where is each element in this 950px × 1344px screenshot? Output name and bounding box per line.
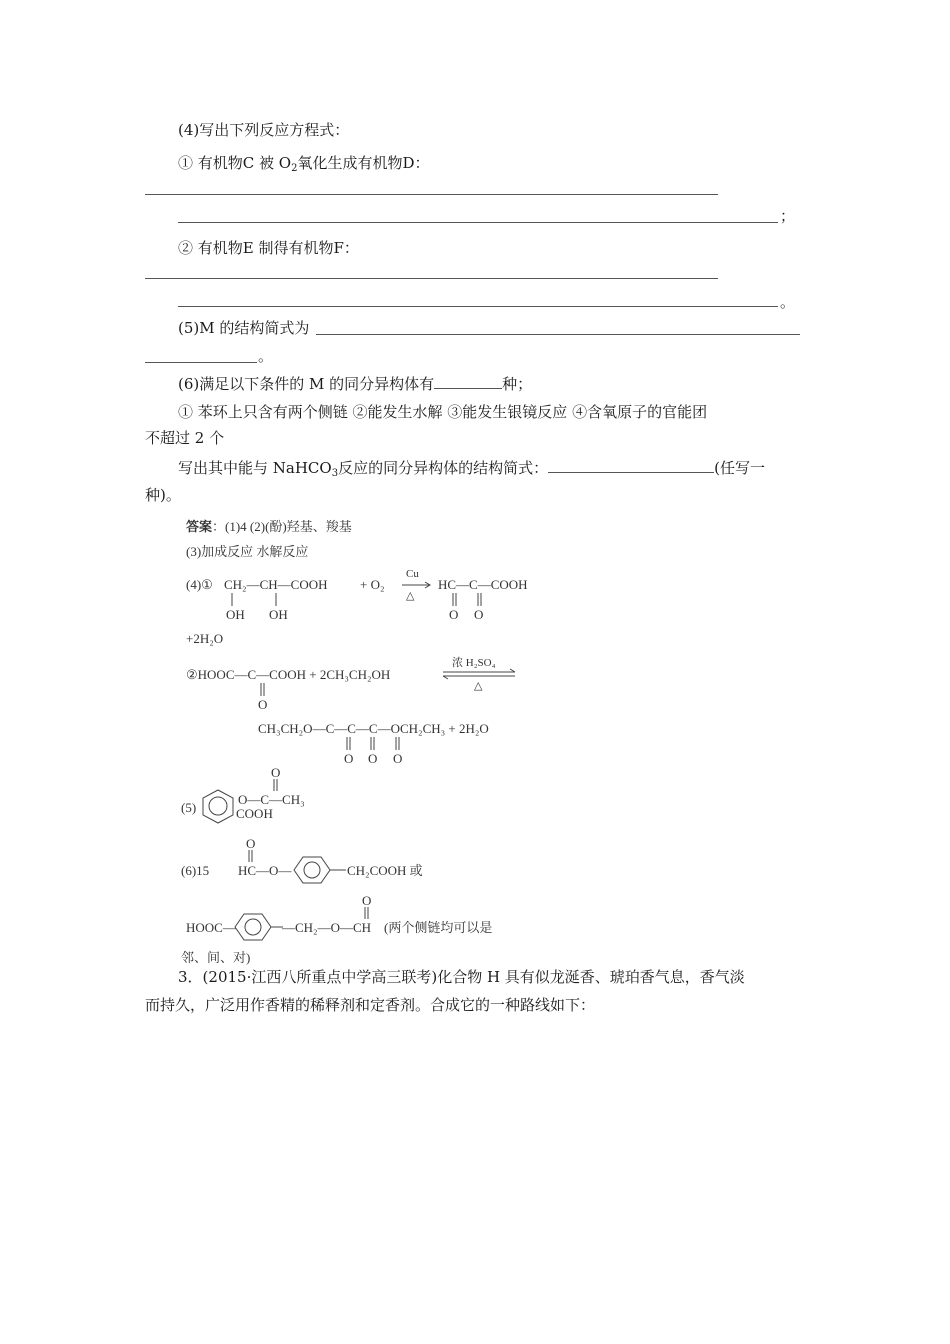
ans6-o2: O [362,893,372,908]
q6-conditions-cont: 不超过 2 个 [145,429,225,447]
q4-item1: ① 有机物C 被 $O_2$氧化生成有机物D： [178,154,430,174]
eq1-reactant: CH₂—CH—COOH [224,577,328,592]
ans6-prefix: (6)15 [181,863,210,878]
period: 。 [258,347,274,365]
ans6-hc: HC—O— [238,863,292,878]
eq2-o3: O [393,751,403,766]
eq2-catalyst: 浓 H₂SO₄ [452,657,496,669]
eq2-heat: △ [474,680,483,692]
ans5-cooh: COOH [236,806,273,821]
semicolon: ； [780,207,796,225]
answer-line1: 答案：(1)4 (2)(酚)羟基、羧基 [186,519,352,534]
q6-write: 写出其中能与 NaHCO$_3$反应的同分异构体的结构简式： (任写一 [178,459,765,479]
q6-write-cont: 种)。 [145,486,181,504]
eq1-product: HC—C—COOH [438,577,528,592]
q6-text: (6)满足以下条件的 M 的同分异构体有 种； [178,375,533,393]
eq2-o1: O [344,751,354,766]
eq1-heat: △ [406,590,415,602]
q3-line1: 3．(2015·江西八所重点中学高三联考)化合物 H 具有似龙涎香、琥珀香气息，香气淡 [178,968,745,986]
q6-conditions: ① 苯环上只含有两个侧链 ②能发生水解 ③能发生银镜反应 ④含氧原子的官能团 [178,403,708,421]
eq2-reactants: ②HOOC—C—COOH + 2CH₃CH₂OH [186,667,391,682]
ans5-o: O [271,765,281,780]
eq1-catalyst: Cu [406,568,419,580]
ans5-chain: O—C—CH₃ [238,792,305,807]
ans6-tail: CH₂COOH 或 [347,863,423,878]
ans6-note: (两个侧链均可以是 [384,920,493,935]
period: 。 [780,293,796,311]
ans5-prefix: (5) [181,800,197,815]
eq1-oh2: OH [269,607,288,622]
eq1-o1: O [449,607,459,622]
eq1-prefix: (4)① [186,577,213,592]
q3-line2: 而持久，广泛用作香精的稀释剂和定香剂。合成它的一种路线如下： [145,996,596,1014]
eq2-product: CH₃CH₂O—C—C—C—OCH₂CH₃ + 2H₂O [258,721,489,736]
eq2-o: O [258,697,268,712]
eq1-plus-o2: + O₂ [360,577,385,592]
eq1-o2: O [474,607,484,622]
ans6-note2: 邻、间、对) [181,950,251,965]
q5-text: (5)M 的结构简式为 [178,319,310,337]
ans6-hooc: HOOC— [186,920,236,935]
eq2-o2: O [368,751,378,766]
eq1-oh1: OH [226,607,245,622]
ans6-o: O [246,836,256,851]
q4-title: (4)写出下列反应方程式： [178,121,350,139]
answer-line2: (3)加成反应 水解反应 [186,544,309,559]
eq1-water: +2H₂O [186,631,224,646]
ans6-mid: —CH₂—O—CH [282,920,372,935]
q4-item2: ② 有机物E 制得有机物F： [178,239,359,257]
